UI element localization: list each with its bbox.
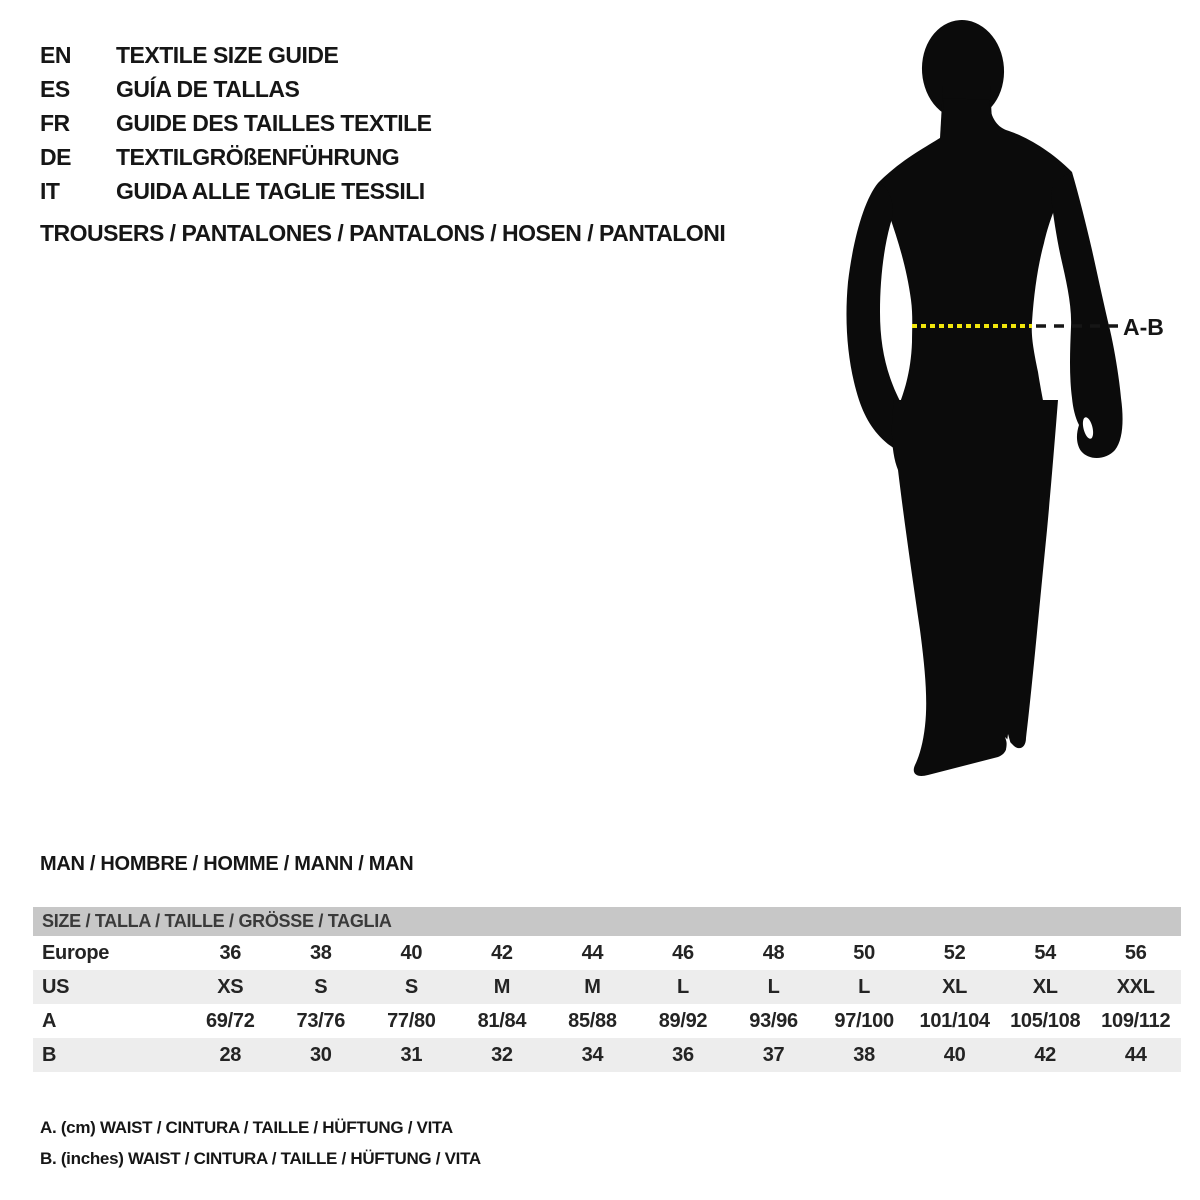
size-cell: 38 [853,1043,875,1066]
size-cell: 44 [581,941,604,964]
size-cell: 36 [672,1043,694,1066]
size-cell: M [584,975,601,998]
table-row-a-cm [33,1004,1181,1038]
note-b-inches: B. (inches) WAIST / CINTURA / TAILLE / HÜFTUNG / VITA [40,1149,481,1168]
man-silhouette-figure [820,0,1200,800]
size-cell: 85/88 [568,1009,617,1032]
size-cell: 40 [943,1043,966,1066]
size-cell: 28 [219,1043,242,1066]
row-label: B [42,1043,57,1066]
size-cell: 77/80 [387,1009,436,1032]
language-row-de [40,140,432,174]
size-cell: 101/104 [919,1009,990,1032]
silhouette-shapes [846,17,1122,776]
note-a-cm: A. (cm) WAIST / CINTURA / TAILLE / HÜFTUNG / VITA [40,1118,453,1137]
table-row-us [33,970,1181,1004]
legs-silhouette [892,400,1058,776]
table-row-b-inches [33,1038,1181,1072]
size-cell: 81/84 [477,1009,527,1032]
size-cell: 44 [1124,1043,1147,1066]
language-code: DE [40,143,71,170]
language-title: TEXTILE SIZE GUIDE [116,41,339,68]
language-row-it [40,174,432,208]
category-heading: TROUSERS / PANTALONES / PANTALONS / HOSEN / PANTALONI [40,220,726,246]
size-cell: 93/96 [749,1009,798,1032]
size-cell: S [404,975,418,998]
language-row-es [40,72,432,106]
size-cell: M [493,975,511,998]
language-title: GUIDE DES TAILLES TEXTILE [116,109,432,136]
size-cell: 38 [309,941,332,964]
measure-label: A-B [1123,314,1164,340]
size-cell: 46 [672,941,694,964]
size-cell: 89/92 [658,1009,708,1032]
measurement-notes [40,1112,481,1174]
size-cell: 37 [762,1043,785,1066]
size-cell: XL [942,975,968,998]
size-cell: 50 [853,941,875,964]
size-cell: 42 [491,941,513,964]
size-cell: XL [1032,975,1058,998]
size-cell: S [314,975,328,998]
size-cell: 105/108 [1010,1009,1081,1032]
size-cell: 34 [581,1043,604,1066]
language-code: EN [40,41,71,68]
size-cell: 52 [943,941,966,964]
size-cell: 31 [400,1043,423,1066]
row-label: Europe [42,941,110,964]
right-arm-silhouette [1051,172,1123,458]
row-label: US [42,975,70,998]
size-table-header: SIZE / TALLA / TAILLE / GRÖSSE / TAGLIA [33,907,1181,936]
size-cell: XXL [1116,975,1155,998]
language-title: TEXTILGRÖßENFÜHRUNG [116,143,400,170]
language-title-list [40,38,432,208]
size-cell: XS [217,975,244,998]
language-title: GUIDA ALLE TAGLIE TESSILI [116,177,425,204]
size-cell: 32 [491,1043,513,1066]
size-cell: 48 [762,941,785,964]
language-code: ES [40,75,70,102]
row-label: A [42,1009,57,1032]
size-cell: L [767,975,780,998]
size-cell: 69/72 [205,1009,255,1032]
size-cell: 56 [1124,941,1147,964]
gender-section-heading: MAN / HOMBRE / HOMME / MANN / MAN [40,853,414,875]
size-cell: 73/76 [296,1009,346,1032]
language-code: FR [40,109,70,136]
size-cell: 30 [309,1043,332,1066]
language-row-en [40,38,432,72]
size-cell: 40 [400,941,423,964]
size-table [33,907,1181,1072]
size-cell: 97/100 [834,1009,894,1032]
size-cell: 54 [1034,941,1056,964]
size-cell: 42 [1034,1043,1056,1066]
size-cell: L [858,975,871,998]
language-code: IT [40,177,60,204]
size-cell: 109/112 [1101,1009,1171,1032]
table-row-europe [33,936,1181,970]
language-row-fr [40,106,432,140]
size-cell: L [677,975,689,998]
language-title: GUÍA DE TALLAS [116,75,300,102]
size-cell: 36 [219,941,242,964]
